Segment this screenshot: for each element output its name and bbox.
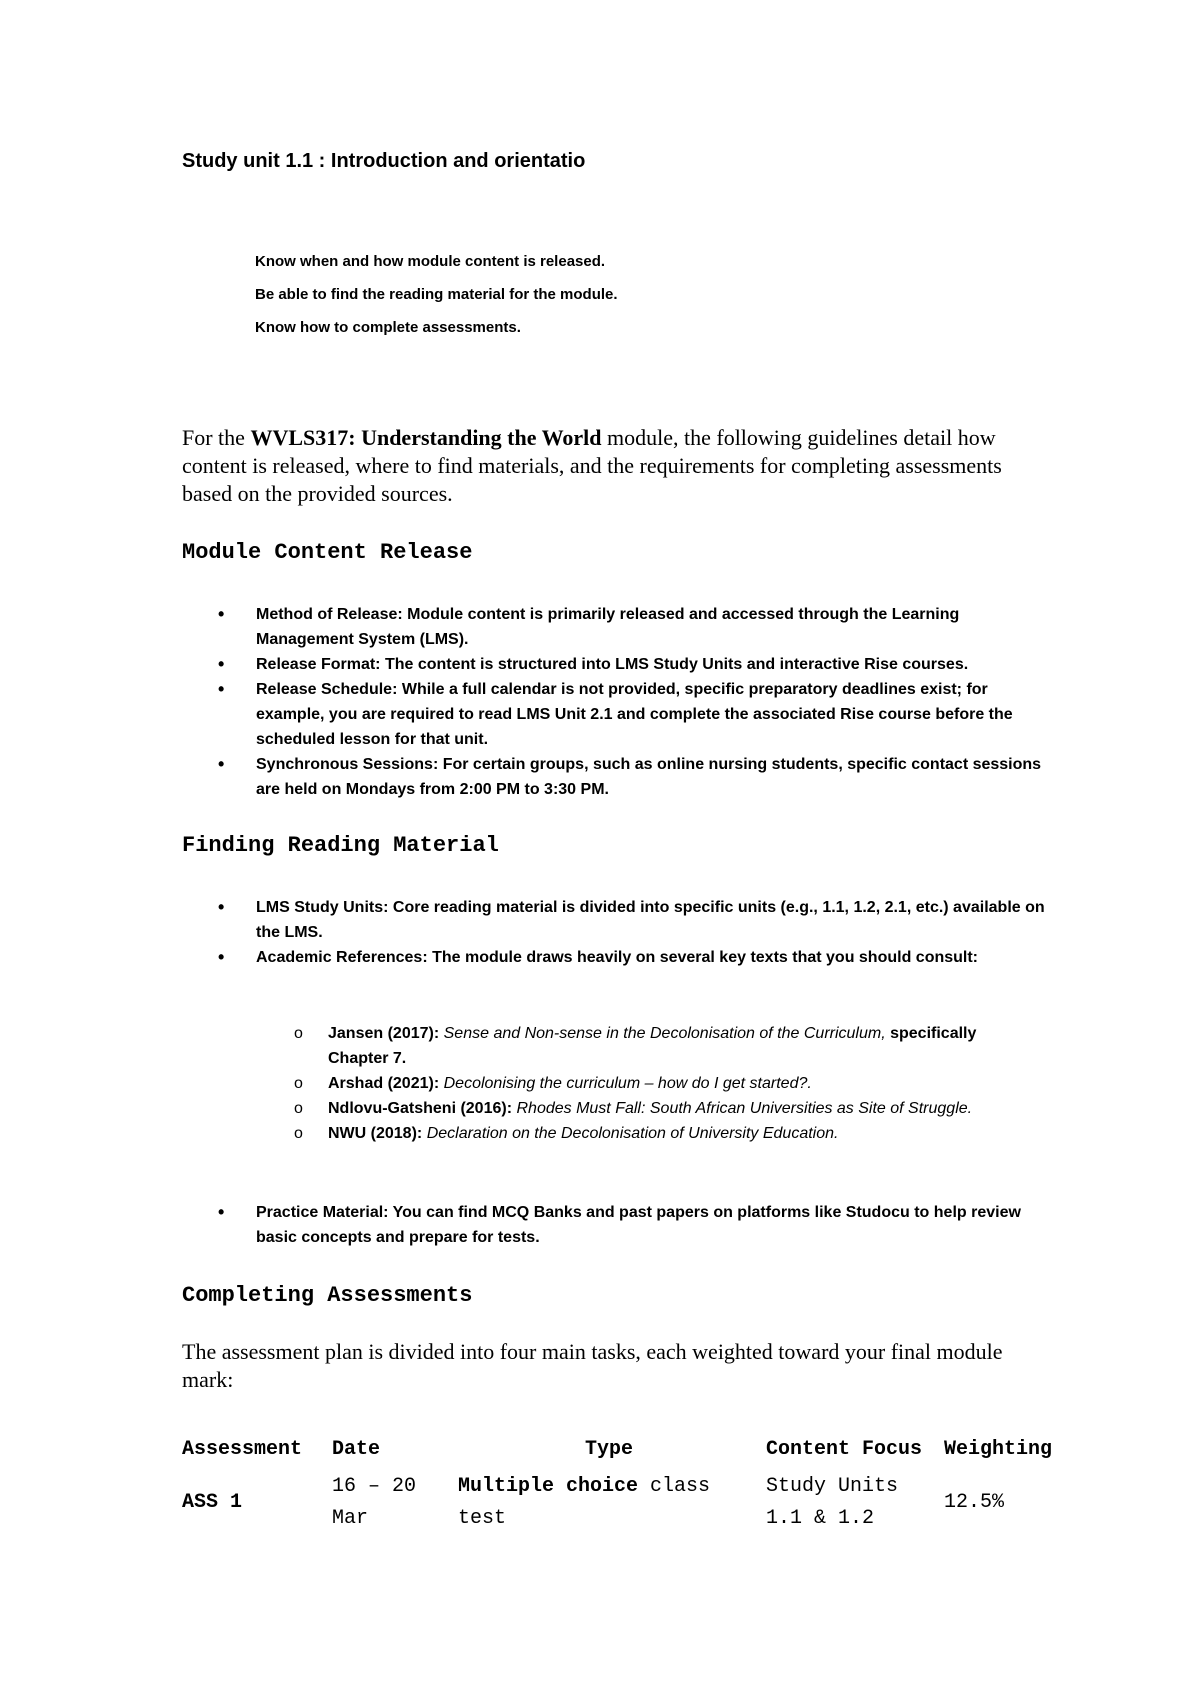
reference-title: Decolonising the curriculum – how do I get started?. bbox=[443, 1075, 812, 1092]
reference-author: Jansen (2017): bbox=[328, 1025, 440, 1042]
assessment-weighting: 12.5% bbox=[944, 1491, 1005, 1514]
learning-objectives bbox=[255, 252, 618, 351]
heading-reading-material: Finding Reading Material bbox=[182, 833, 499, 858]
reference-list bbox=[294, 1021, 1014, 1146]
reference-author: Arshad (2021): bbox=[328, 1075, 440, 1092]
assessment-type-rest: class test bbox=[458, 1475, 711, 1530]
assessment-date: 16 – 20 Mar bbox=[332, 1475, 417, 1530]
list-item: • Academic References: The module draws heavily on several key texts that you should consult: bbox=[218, 945, 1048, 970]
assessment-table bbox=[180, 1425, 1058, 1535]
reference-title: Declaration on the Decolonisation of University Education. bbox=[426, 1125, 839, 1142]
intro-before: For the bbox=[182, 425, 251, 450]
reference-item bbox=[294, 1096, 1014, 1121]
list-item: • Practice Material: You can find MCQ Banks and past papers on platforms like Studocu to help review basic concepts and prepare for tests. bbox=[218, 1200, 1048, 1250]
list-item: • Release Format: The content is structured into LMS Study Units and interactive Rise courses. bbox=[218, 652, 1048, 677]
list-item: • LMS Study Units: Core reading material is divided into specific units (e.g., 1.1, 1.2, 2.1, etc.) available on the LMS. bbox=[218, 895, 1048, 945]
reading-list bbox=[218, 895, 1048, 970]
assessment-type-bold: Multiple choice bbox=[458, 1475, 639, 1498]
reference-item bbox=[294, 1071, 1014, 1096]
assessment-id: ASS 1 bbox=[182, 1491, 243, 1514]
content-release-list bbox=[218, 602, 1048, 802]
assessment-type bbox=[456, 1471, 764, 1535]
list-item: • Synchronous Sessions: For certain groups, such as online nursing students, specific contact sessions are held on Mondays from 2:00 PM to 3:30 PM. bbox=[218, 752, 1048, 802]
column-header: Weighting bbox=[944, 1438, 1053, 1461]
intro-paragraph bbox=[182, 424, 1042, 508]
module-name: WVLS317: Understanding the World bbox=[250, 425, 602, 450]
table-header-row bbox=[180, 1425, 1058, 1471]
list-item: • Release Schedule: While a full calendar is not provided, specific preparatory deadlines exist; for example, you are required to read LMS Unit 2.1 and complete the associated Rise course before the scheduled lesson for that unit. bbox=[218, 677, 1048, 752]
objective-item: Be able to find the reading material for the module. bbox=[255, 286, 618, 303]
column-header: Assessment bbox=[182, 1438, 303, 1461]
reference-title: Sense and Non-sense in the Decolonisation of the Curriculum, bbox=[443, 1025, 886, 1042]
reference-item bbox=[294, 1021, 1014, 1071]
assessment-focus: Study Units 1.1 & 1.2 bbox=[766, 1475, 899, 1530]
study-unit-title: Study unit 1.1 : Introduction and orientatio bbox=[182, 150, 586, 172]
objective-item: Know how to complete assessments. bbox=[255, 319, 521, 336]
column-header: Content Focus bbox=[766, 1438, 923, 1461]
table-row bbox=[180, 1471, 1058, 1535]
practice-list bbox=[218, 1200, 1048, 1250]
heading-assessments: Completing Assessments bbox=[182, 1283, 473, 1308]
column-header: Type bbox=[584, 1438, 633, 1461]
reference-title: Rhodes Must Fall: South African Universities as Site of Struggle. bbox=[516, 1100, 973, 1117]
reference-item bbox=[294, 1121, 1014, 1146]
list-item: • Method of Release: Module content is primarily released and accessed through the Learning Management System (LMS). bbox=[218, 602, 1048, 652]
reference-author: NWU (2018): bbox=[328, 1125, 423, 1142]
intro-after: module, the following guidelines detail how content is released, where to find materials, and the requirements for completing assessments based on the provided sources. bbox=[182, 425, 1002, 506]
reference-extra: specifically Chapter 7. bbox=[328, 1025, 977, 1067]
objective-item: Know when and how module content is released. bbox=[255, 253, 606, 270]
heading-content-release: Module Content Release bbox=[182, 540, 473, 565]
reference-author: Ndlovu-Gatsheni (2016): bbox=[328, 1100, 513, 1117]
column-header: Date bbox=[332, 1438, 381, 1461]
assessment-plan-text: The assessment plan is divided into four main tasks, each weighted toward your final module mark: bbox=[182, 1339, 1003, 1392]
